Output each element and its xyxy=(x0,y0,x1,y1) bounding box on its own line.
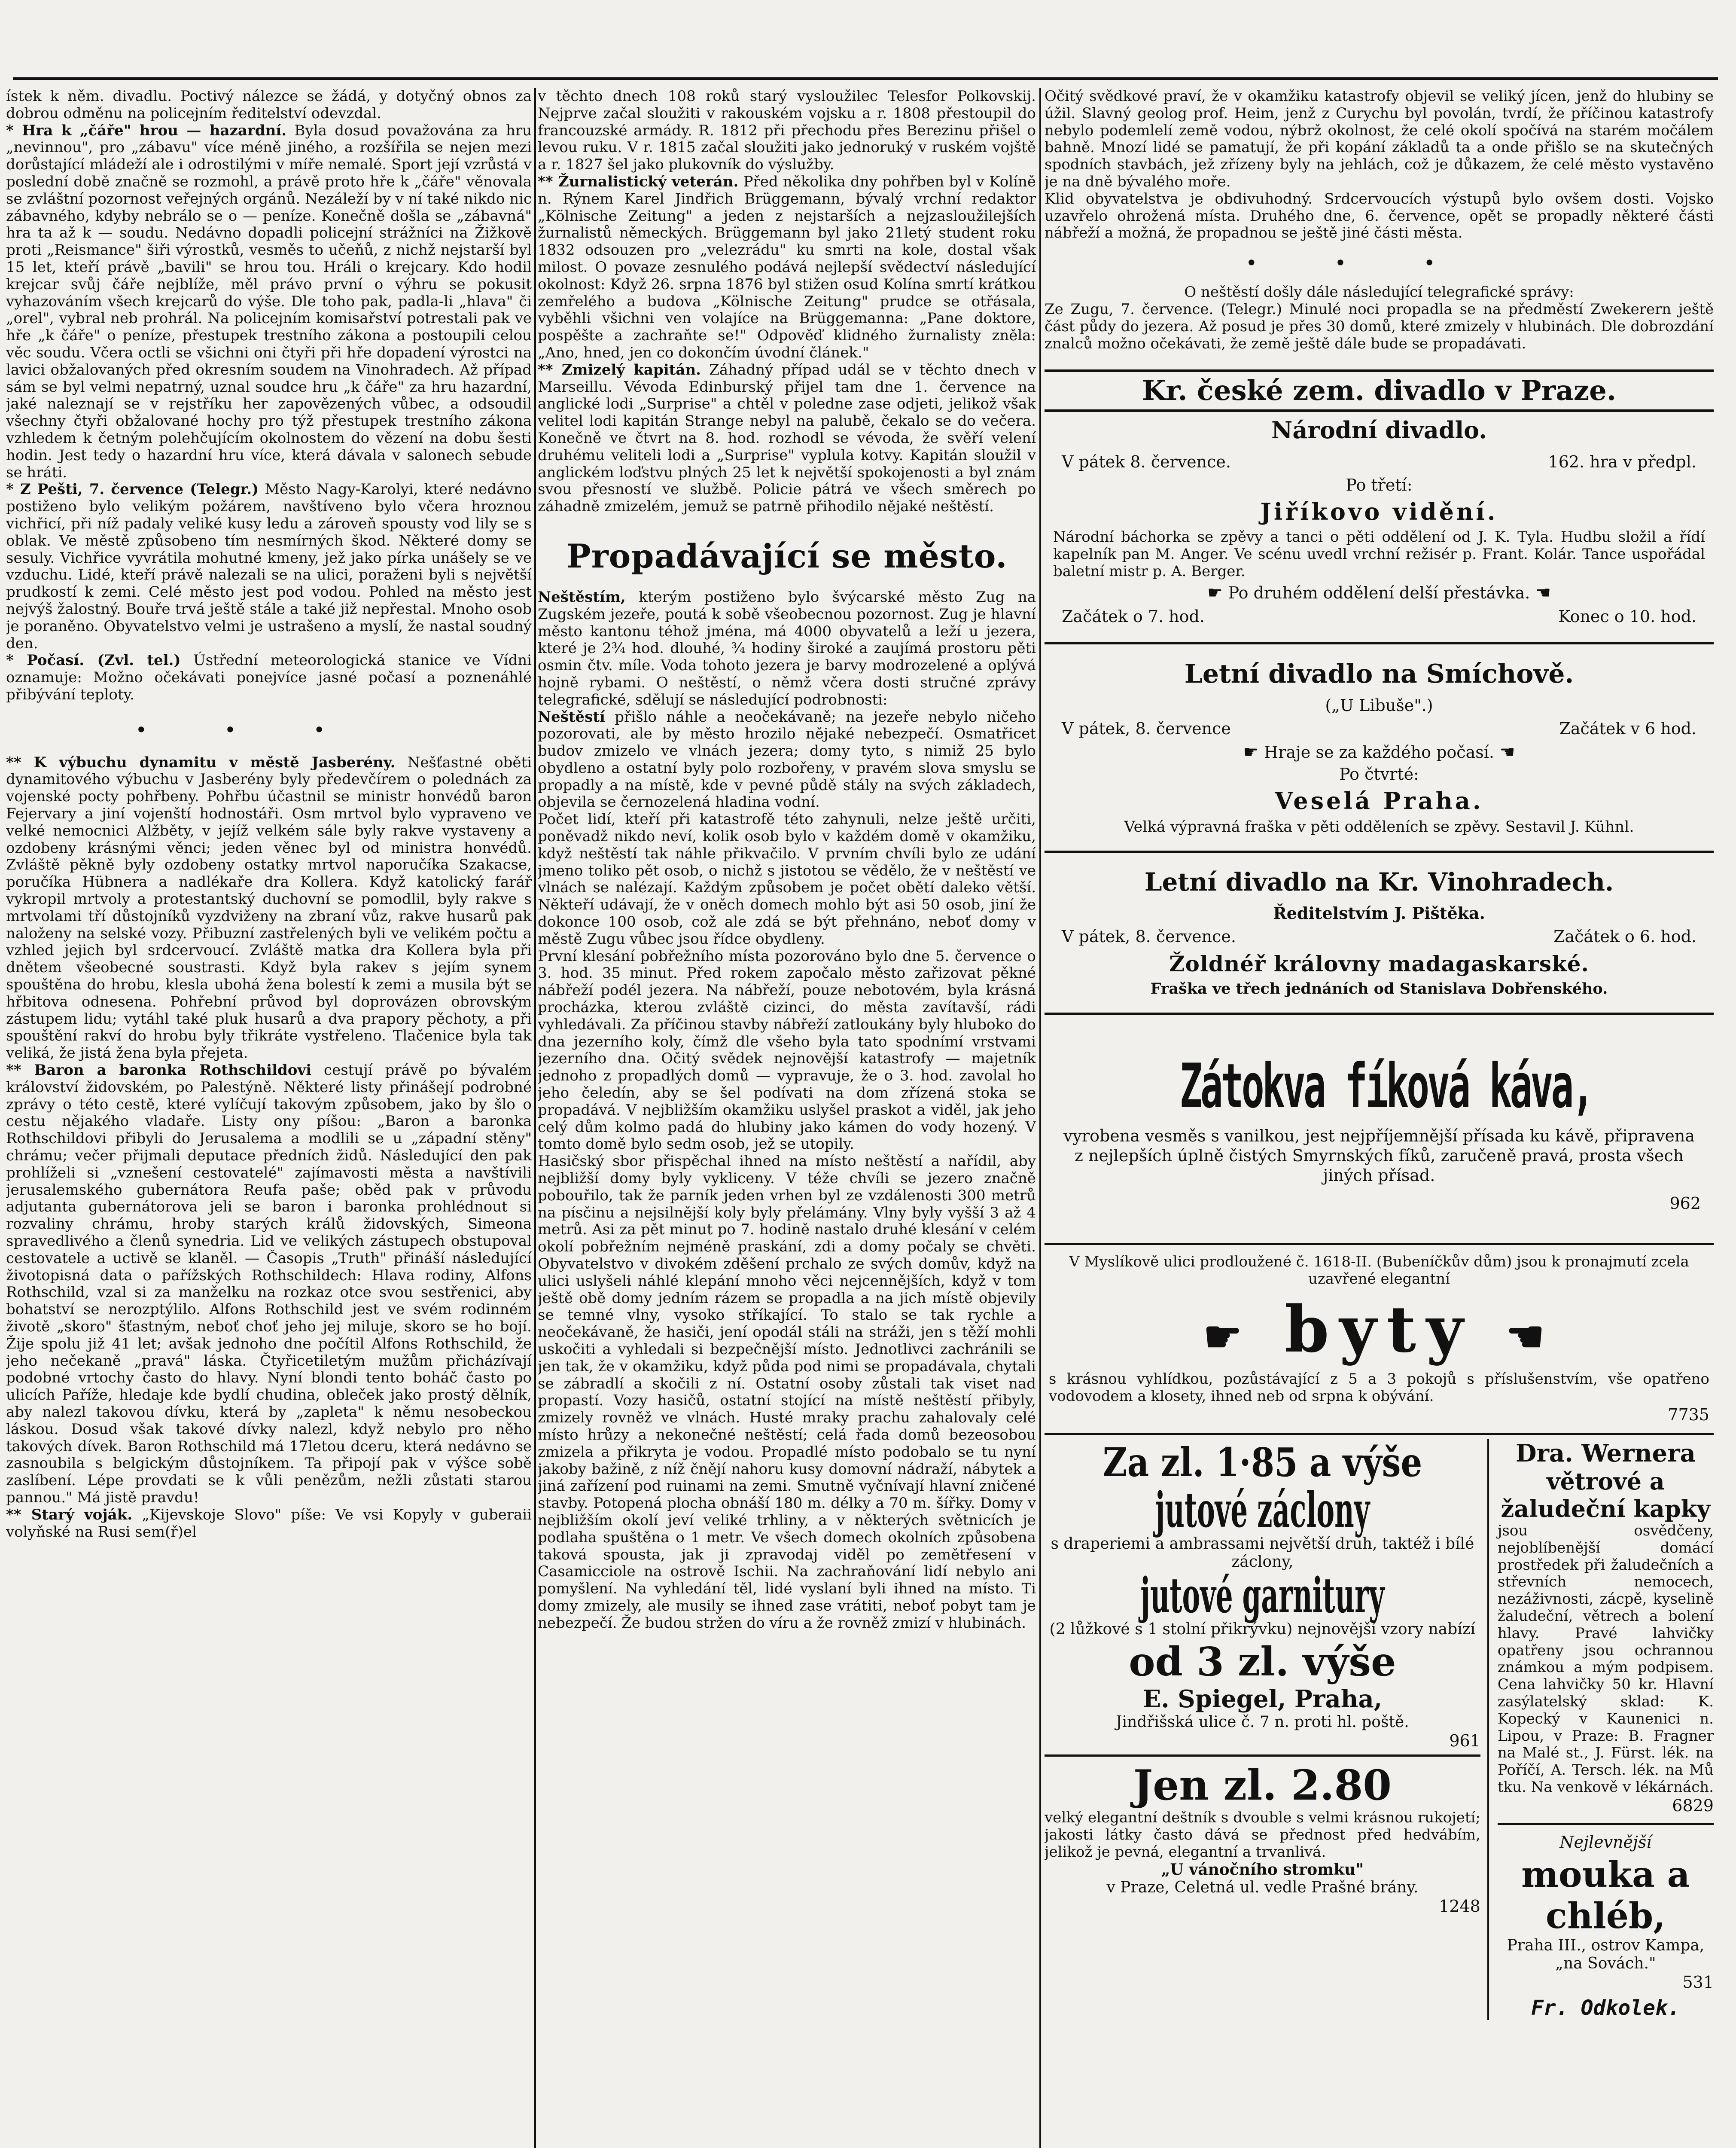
pointing-hand-icon: ☛ xyxy=(1203,1311,1252,1362)
firm-name: E. Spiegel, Praha, xyxy=(1142,1684,1383,1713)
pointing-hand-icon: ☚ xyxy=(1494,742,1515,762)
section-separator: ••• xyxy=(135,718,402,741)
apartments-ad xyxy=(1045,1249,1714,1428)
play-title: Veselá Praha. xyxy=(1275,787,1483,815)
play-title: Jiříkovo vidění. xyxy=(1260,498,1498,526)
performance-count: Po třetí: xyxy=(1346,476,1413,495)
coffee-ad-text: vyrobena vesměs s vanilkou, jest nejpříjemnější přísada ku kávě, připravena z nejlepších úplně čistých Smyrnských fíků, zaručeně pravá, prosta všech jiných přísad. xyxy=(1063,1126,1695,1185)
flour-title: mouka a chléb, xyxy=(1521,1854,1690,1937)
curtain-text: s draperiemi a ambrassami největší druh, taktéž i bílé záclony, xyxy=(1051,1535,1474,1571)
theatre-time-row xyxy=(1045,605,1714,628)
play-description: Velká výpravná fraška v pěti odděleních se zpěvy. Sestavil J. Kühnl. xyxy=(1124,818,1634,836)
column-2 xyxy=(538,88,1036,2148)
apartments-intro: V Myslíkově ulici prodloužené č. 1618-II. (Bubeníčkův dům) jsou k pronajmutí zcela uzavřené elegantní xyxy=(1069,1253,1689,1288)
divider xyxy=(1045,851,1714,853)
article-paragraph: Očitý svědkové praví, že v okamžiku katastrofy objevil se veliký jícen, jenž do hlubiny se úžil. Slavný geolog prof. Heim, jenž z Curychu byl povolán, tvrdí, že příčinou katastrofy nebylo podemlelí země vodou, nýbrž okolnost, že celé okolí spočívá na starém močálem bahně. Mnozí lidé se pamatují, že při kopání základů ta a onde přišlo se na skutečných spodních stavbách, jež zřízeny byly na jehlách, což je důkazem, že celé město vystavěno je na dně bývalého moře. xyxy=(1045,88,1714,190)
theatre-schedule-row xyxy=(1045,925,1714,948)
werner-name: Dra. Wernera xyxy=(1515,1439,1696,1468)
article-paragraph: * Hra k „čáře" hrou — hazardní. Byla dosud považována za hru „nevinnou", pro „zábavu" více méně jiného, a rozšířila se nejen mezi dorůstající mládeží ale i odrostilými v míře nemalé. Sport její vzrůstá v poslední době značně se rozmohl, a právě proto hře k „čáře" věnovala se zvláštní pozornost veřejných orgánů. Nezáleží by v ní také nikdo nic zábavného, kdyby nebrálo se o — peníze. Konečně došla se „zábavná" hra ta až k — soudu. Nedávno dopadli policejní strážníci na Žižkově proti „Reismance" šiři výrostků, vesměs to učeňů, z nichž nejstarší byl 15 let, kteří právě „bavili" se hrou tou. Hráli o krejcary. Kdo hodil krejcar svůj čáře nejblíže, měl právo první o výhru se pokusit vyhazováním všech krejcarů do výše. Dle toho pak, padla-li „hlava" či „orel", vybral neb prohrál. Na policejním komisařství potrestali pak ve hře „k čáře" o peníze, přestupek trestního zákona a postoupili celou věc soudu. Včera octli se všichni oni čtyři při hře dopadení výrostci na lavici obžalovaných před okresním soudem na Vinohradech. Až případ sám se byl velmi nepatrný, uznal soudce hru „k čáře" za hru hazardní, jaké naleznají se v rejstříku her zapovězených vůbec, a odsoudil všechny čtyři obžalované hochy pro týž přestupek trestního zákona vzhledem k četným polehčujícím okolnostem do vězení na dobu šesti hodin. Jest tedy o hazardní hru více, která dávala v salonech sebude se hráti. xyxy=(6,122,532,481)
play-title: Žoldnéř královny madagaskarské. xyxy=(1169,951,1589,976)
firm-address: Jindřišská ulice č. 7 n. proti hl. poště. xyxy=(1116,1713,1409,1731)
article-paragraph: ístek k něm. divadlu. Poctivý nálezce se žádá, y dotyčný obnos za dobrou odměnu na policejním ředitelství odevzdal. xyxy=(6,88,532,122)
article-paragraph: ** Starý voják. „Kijevskoje Slovo" píše: Ve vsi Kopyly v guberaii volyňské na Rusi sem(ř)el xyxy=(6,1506,532,1541)
article-paragraph: * Z Pešti, 7. července (Telegr.) Město Nagy-Karolyi, které nedávno postiženo bylo velikým požárem, navštíveno bylo včera hroznou vichřicí, při níž padaly veliké kusy ledu a zároveň spousty vod lily se s oblak. Ve městě způsobeno tím nesmírných škod. Některé domy se sesuly. Vichřice vyvrátila mohutné kmeny, jež jako pírka unášely se ve vzduchu. Lidé, kteří právě nalezali se na ulici, poraženi byli s největší prudkostí k zemi. Celé město jest pod vodou. Pohled na město jest nejvýš žalostný. Bouře trvá ještě stále a také již nepřestal. Mnoho osob je poraněno. Obyvatelstvo velmi je ustrašeno a myslí, že nastal soudný den. xyxy=(6,481,532,652)
theatre-schedule-row xyxy=(1045,717,1714,740)
pointing-hand-icon: ☚ xyxy=(1506,1311,1555,1362)
weather-note: ☛ Hraje se za každého počasí. ☚ xyxy=(1243,742,1515,762)
divider xyxy=(1045,1243,1714,1245)
theatre-subtitle: („U Libuše".) xyxy=(1325,696,1433,715)
play-description: Národní báchorka se zpěvy a tanci o pěti oddělení od J. K. Tyla. Hudbu složil a řídí kapelník pan M. Anger. Ve scénu uvedl vrchní režisér p. Frant. Kolár. Tance uspořádal baletní mistr p. A. Berger. xyxy=(1053,528,1705,580)
apartments-title: ☛ byty ☚ xyxy=(1203,1292,1555,1367)
garniture-text: (2 lůžkové s 1 stolní přikrývku) nejnovější vzory nabízí xyxy=(1049,1620,1476,1638)
theatre-header: Kr. české zem. divadlo v Praze. xyxy=(1045,369,1714,412)
garniture-price: od 3 zl. výše xyxy=(1129,1638,1396,1685)
werner-title: větrové a žaludeční kapky xyxy=(1501,1467,1711,1523)
divider xyxy=(1045,1433,1714,1435)
theatre-subtitle: Ředitelstvím J. Pištěka. xyxy=(1273,903,1485,923)
theatre-name: Národní divadlo. xyxy=(1271,416,1487,444)
divider xyxy=(1045,1013,1714,1015)
flour-pre: Nejlevnější xyxy=(1559,1832,1652,1852)
company-signature: Fr. Odkolek. xyxy=(1531,1995,1680,2020)
divider xyxy=(1045,1754,1480,1757)
ad-number: 1248 xyxy=(1439,1897,1480,1916)
date: V pátek, 8. července. xyxy=(1062,927,1236,946)
date: V pátek 8. července. xyxy=(1062,452,1231,472)
ad-number: 6829 xyxy=(1672,1796,1714,1815)
telegram-text: Ze Zugu, 7. července. (Telegr.) Minulé noci propadla se na předměstí Zwekerern ještě část půdy do jezera. Až posud je přes 30 domů, které zmizely v hlubinách. Dle dobrozdání znalců možno očekávati, že země ještě dále bude se propadávati. xyxy=(1045,300,1714,352)
performance-count: Po čtvrté: xyxy=(1339,764,1419,784)
article-paragraph: Neštěstí přišlo náhle a neočekávaně; na jezeře nebylo ničeho pozorovati, ale by město hrozilo nějaké nebezpečí. Osmatřicet budov zmizelo ve vlnách jezera; domy tyto, s nimiž 25 bylo obydleno a ostatní byly polo rozbořeny, v pravém slova smyslu se propadly a na místě, kde v pevné půdě stály na svých základech, objevila se černozelená hladina vodní. xyxy=(538,708,1036,811)
coffee-ad xyxy=(1045,1029,1714,1230)
apartments-text: s krásnou vyhlídkou, pozůstávající z 5 a 3 pokojů s příslušenstvím, vše opatřeno vodovodem a klosety, ihned neb od srpna k obývání. xyxy=(1049,1370,1709,1405)
pointing-hand-icon: ☛ xyxy=(1243,742,1264,762)
shop-name: „U vánočního stromku" xyxy=(1161,1861,1364,1879)
umbrella-price: Jen zl. 2.80 xyxy=(1133,1761,1392,1809)
umbrella-text: velký elegantní deštník s dvouble s velmi krásnou rukojetí; jakosti látky často dává se přednost před hedvábím, jelikož je pevná, elegantní a trvanlivá. xyxy=(1045,1809,1480,1861)
date: V pátek, 8. července xyxy=(1062,719,1231,738)
theatre-schedule-row xyxy=(1045,451,1714,473)
theatre-name: Letní divadlo na Kr. Vinohradech. xyxy=(1144,867,1614,897)
start-time: Začátek o 6. hod. xyxy=(1553,927,1696,946)
article-paragraph: ** K výbuchu dynamitu v městě Jasberény. Nešťastné oběti dynamitového výbuchu v Jasberény byly předevčírem o polednách za vojenské pocty pohřbeny. Pohřbu účastnil se ministr honvédů baron Fejervary a jiní vojenští hodnostáři. Osm mrtvol bylo vypraveno ve velké nemocnici Alžběty, v jejíž velkém sále byly rakve vystaveny a ozdobeny krásnými věnci; jeden věnec byl od ministra honvédů. Zvláště pěkně byly ozdobeny ostatky mrtvol naporučíka Szakacse, poručíka Hübnera a nadlékaře dra Kollera. Když katolický farář vykropil mrtvoly a protestantský duchovní se pomodlil, byly rakve s mrtvolami tří důstojníků vyzdviženy na zbraní vůz, rakve husarů pak naloženy na selské vozy. Přibuzní zastřelených byli ve velikém počtu a vzhled jejich byl srdcervoucí. Zvláště matka dra Kollera byla při dnětem všeobecné soustrasti. Když byla rakev s jejím synem spouštěna do hrobu, klesla ubohá žena bolestí k zemi a musila být se hřbitova odnesena. Pohřební průvod byl doprovázen obrovským zástupem lidu; vytáhl také pluk husarů a dva prapory pěchoty, a při spouštění rakví do hrobu byly třikráte vystřeleno. Tlačenice byla tak veliká, že jistá žena byla přejeta. xyxy=(6,754,532,1062)
ad-number: 531 xyxy=(1682,1972,1714,1992)
article-paragraph: Neštěstím, kterým postiženo bylo švýcarské město Zug na Zugském jezeře, poutá k sobě všeobecnou pozornost. Zug je hlavní město kantonu téhož jména, má 4000 obyvatelů a leží u jezera, které je 2¾ hod. dlouhé, ¾ hodiny široké a zaujímá prostoru pěti osmin čtv. míle. Voda tohoto jezera je barvy modrozelené a oplývá hojně rybami. O neštěstí, o němž včera dosti stručné zprávy telegrafické, sdělují se následující podrobnosti: xyxy=(538,588,1036,708)
werner-text: jsou osvědčeny, nejoblíbenější domácí prostředek při žaludečních a střevních nemocech, nezáživnosti, zácpě, kyselině žaludeční, větrech a bolení hlavy. Pravé lahvičky opatřeny jsou ochrannou známkou a mým podpisem. Cena lahvičky 50 kr. Hlavní zasýlatelský sklad: K. Kopecký v Kaunenici n. Lipou, v Praze: B. Fragner na Malé st., J. Fürst. lék. na Poříčí, A. Tersch. lék. na Mů tku. Na venkově v lékárnách. xyxy=(1497,1522,1714,1796)
lower-ads xyxy=(1045,1439,1714,2020)
curtain-product: jutové záclony xyxy=(1155,1482,1370,1538)
right-ads xyxy=(1498,1439,1714,2020)
start-time: Začátek o 7. hod. xyxy=(1062,607,1205,626)
start-time: Začátek v 6 hod. xyxy=(1559,719,1696,738)
intermission-note: ☛ Po druhém oddělení delší přestávka. ☚ xyxy=(1207,583,1551,603)
ad-number: 961 xyxy=(1449,1731,1480,1750)
article-paragraph: ** Žurnalistický veterán. Před několika dny pohřben byl v Kolíně n. Rýnem Karel Jindřich Brüggemann, bývalý vrchní redaktor „Kölnische Zeitung" a jeden z nejstarších a nejzasloužilejších žurnalistů německých. Brüggemann byl jako 21letý student roku 1832 odsouzen pro „velezrádu" ku smrti na kole, dostal však milost. O povaze zesnulého podává nejlepší svědectví následující okolnost: Když 26. srpna 1876 byl stižen osud Kolína smrtí krátkou zemřelého a budova „Kölnische Zeitung" prudce se otřásala, vyběhli všichni ven volajíce na Brüggemanna: „Pane doktore, pospěšte a zachraňte se!" Odpověď klidného žurnalisty zněla: „Ano, hned, jen co dokončím úvodní článek." xyxy=(538,173,1036,361)
ad-number: 962 xyxy=(1669,1193,1701,1213)
left-ads xyxy=(1045,1439,1489,2020)
article-paragraph: ** Zmizelý kapitán. Záhadný případ udál se v těchto dnech v Marseillu. Vévoda Edinburský přijel tam dne 1. července na anglické lodi „Surprise" a chtěl v poledne zase odjeti, jelikož však velitel lodi kapitán Strange nebyl na palubě, čekalo se do večera. Konečně ve čtvrt na 8. hod. rozhodl se vévoda, že svěří velení druhému veliteli lodi a „Surprise" vyplula kotvy. Kapitán sloužil v anglickém loďstvu plných 25 let k největší spokojenosti a byl znám svou přesností ve službě. Policie pátrá ve všech směrech po záhadně zmizelém, jemuž se patrně přihodilo nějaké neštěstí. xyxy=(538,361,1036,516)
article-paragraph: Klid obyvatelstva je obdivuhodný. Srdcervoucích výstupů bylo ovšem dosti. Vojsko uzavřelo ohrožená místa. Druhého dne, 6. července, opět se propadly některé části nábřeží a možná, že propadnou se ještě jiné části města. xyxy=(1045,190,1714,242)
flour-address: Praha III., ostrov Kampa, „na Sovách." xyxy=(1507,1936,1705,1972)
article-paragraph: Hasičský sbor přispěchal ihned na místo neštěstí a nařídil, aby nejbližší domy byly vykliceny. V téže chvíli se jezero značně pobouřilo, tak že parník jeden vrhen byl ze vzdálenosti 300 metrů na písčinu a nejsilnější koly byly přelámány. Vlny byly vyšší 3 až 4 metrů. Asi za pět minut po 7. hodině nastalo druhé klesání v celém okolí pobřežním nejméně praskání, zdi a domy počaly se chvěti. Obyvatelstvo v divokém zděšení prchalo ze svých domův, když na ulici uslyšeli náhlé klepání mnoho věci nejcennějších, když v tom ještě obě domy jedním rázem se propadla a na jich místě objevily se temné vlny, vysoko stříkající. To stalo se tak rychle a neočekávaně, že hasiči, jení opodál stáli na stráži, jen s těží mohli uskočiti a vyhledali si bezpečnější místo. Jednotlivci zachránili se jen tak, že v okamžiku, když půda pod nimi se propadávala, chytali se zábradlí a skočili z ní. Ostatní osoby zůstali tak viset nad propastí. Vozy hasičů, ostatní stojící na místě neštěstí přibyly, zmizely rovněž ve vlnách. Husté mraky prachu zahalovaly celé místo hrůzy a nekonečné neštěstí; celá řada domů bezeosobou zmizela a přikryta je vodou. Propadlé místo podobalo se tu nyní jakoby bažině, z níž čnějí nahoru kusy domovní nádraží, nábytek a jiná zařízení pod ruinami na zemi. Smutně vyčnívají hlavní zničené stavby. Potopená plocha obnáší 180 m. délky a 70 m. šířky. Domy v nejbližším okolí jeví veliké trhliny, a v některých světnicích je podlaha spuštěna o 1 metr. Ve všech domech okolních způsobena taková spousta, jak ji zpravodaj viděl po zemětřesení v Casamicciole na ostrově Ischii. Na zachraňování lidí nebylo ani pomyšlení. Na vyhledání těl, lidé vyslaní byli ihned na místo. Ti domy zmizely, ale musily se ihned zase vrátiti, neboť pobyt tam je nebezpečí. Že budou stržen do víru a že rovněž zmizí v hlubinách. xyxy=(538,1153,1036,1632)
coffee-ad-title: Zátokva fíková káva, xyxy=(1179,1050,1593,1122)
pointing-hand-icon: ☛ xyxy=(1207,583,1228,603)
article-paragraph: v těchto dnech 108 roků starý vysloužilec Telesfor Polkovskij. Nejprve začal sloužiti v rakouském vojsku a r. 1808 přestoupil do francouzské armády. R. 1812 při přechodu přes Berezinu přišel o levou ruku. V r. 1815 začal sloužiti jako jednoruký v ruském vojště a r. 1827 šel jako plukovník do výslužby. xyxy=(538,88,1036,174)
section-separator: ••• xyxy=(1246,251,1513,275)
curtain-price: Za zl. 1·85 a výše xyxy=(1103,1439,1422,1486)
column-1 xyxy=(6,88,532,2148)
garniture-product: jutové garnitury xyxy=(1140,1567,1385,1624)
article-paragraph: Počet lidí, kteří při katastrofě této zahynuli, nelze ještě určiti, poněvadž nikdo neví, kolik osob bylo v každém domě v okamžiku, když neštěstí tak náhle přikvačilo. V prvním chvíli bylo ze udání jmeno toliko pět osob, o nichž s jistotou se vědělo, že v neštěstí ve vlnách se nalézají. Každým způsobem je počet obětí daleko větší. Někteří udávají, že v oněch domech mohlo být asi 50 osob, jiní že dokonce 100 osob, což ale zdá se být přehnáno, neboť domy v městě Zugu vůbec jsou řídce obydleny. xyxy=(538,811,1036,948)
column-3 xyxy=(1045,88,1714,2148)
article-paragraph: * Počasí. (Zvl. tel.) Ústřední meteorologická stanice ve Vídni oznamuje: Možno očekávati ponejvíce jasné počasí a poznenáhlé přibývání teploty. xyxy=(6,652,532,703)
theatre-name: Letní divadlo na Smíchově. xyxy=(1184,659,1574,689)
article-headline: Propadávající se město. xyxy=(566,537,1008,575)
telegram-intro: O neštěstí došly dále následující telegrafické správy: xyxy=(1184,284,1574,301)
ad-number: 7735 xyxy=(1668,1405,1709,1424)
article-paragraph: První klesání pobřežního místa pozorováno bylo dne 5. července o 3. hod. 35 minut. Před rokem započalo město zařizovat pěkné nábřeží podél jezera. Na nábřeží, pouze nebotovém, byla krásná procházka, kterou zvláště cizinci, do města zavítavší, rádi vyhledávali. Za příčinou stavby nábřeží zatloukány byly hluboko do dna jezerního koly, čímž dle všeho byla tato spodnímí vrstvami jezerního dna. Očitý svědek nejnovější katastrofy — majetník jednoho z propadlých domů — vypravuje, že o 3. hod. zavolal ho jeho čeledín, aby se šel podívati na dom zřízená stoka se propadává. V nejbližším okamžiku uslyšel praskot a viděl, jak jeho celý dům kolmo padá do hlubiny jako kámen do vody hozený. V tomto domě bylo sedm osob, jež se utopily. xyxy=(538,947,1036,1153)
top-rule xyxy=(13,77,1718,80)
play-description: Fraška ve třech jednáních od Stanislava Dobřenského. xyxy=(1150,979,1608,998)
column-divider-2 xyxy=(1039,88,1041,2148)
end-time: Konec o 10. hod. xyxy=(1558,607,1696,626)
pointing-hand-icon: ☚ xyxy=(1530,583,1551,603)
divider xyxy=(1045,642,1714,644)
divider xyxy=(1498,1823,1714,1825)
column-divider-1 xyxy=(534,88,536,2148)
shop-address: v Praze, Celetná ul. vedle Prašné brány. xyxy=(1106,1879,1419,1897)
article-paragraph: ** Baron a baronka Rothschildovi cestují právě po bývalém království židovském, po Palestýně. Některé listy přinášejí podrobné zprávy o této cestě, které vylíčují takovým způsobem, jako by šlo o cestu nějakého vladaře. Listy ony píšou: „Baron a baronka Rothschildovi přibyli do Jerusalema a modlili se u „západní stěny" chrámu; večer přijmali deputace předních židů. Následující den pak prohlíželi si „vznešení cestovatelé" zajímavosti města a navštívili jerusalemského gubernátora Reufa paše; oběd pak v průvodu adjutanta gubernátorova jeli se baron i baronka prohlédnout si rozvaliny chrámu, hroby starých králů židovských, Simeona spravedlivého a členů synedria. Lid ve velikých zástupech obstupoval cestovatele a uctivě se klaněl. — Časopis „Truth" přináší následující životopisná data o pařížských Rothschildech: Hlava rodiny, Alfons Rothschild, vzal si za manželku na rozkaz otce svou sestřenici, aby bohatství se nerozptýlilo. Alfons Rothschild jest ve svém rodinném životě „skoro" šťastným, neboť choť jeho jej miluje, skoro se ho bojí. Žije spolu již 41 let; avšak jednoho dne počítil Alfons Rothschild, že jeho nečekaně „pravá" láska. Čtyřicetiletým mužům přicházívají podobné vrtochy často do hlavy. Nyní blondi tento boháč často po ulicích Paříže, hledaje kde bydlí chudina, obleček jako prostý dělník, aby nalezl takovou dívku, která by „zapleta" k němu nesobeckou láskou. Dosud však takové dívky nalezl, když nebylo pro něho takových dívek. Baron Rothschild má 17letou dceru, která nedávno se zasnoubila s belgickým důstojníkem. Ta připojí pak v výšce sobě zaslíbení. Lépe provdati se k vůli penězům, nežli zůstati starou pannou." Má jistě pravdu! xyxy=(6,1062,532,1506)
subscription: 162. hra v předpl. xyxy=(1548,452,1696,472)
